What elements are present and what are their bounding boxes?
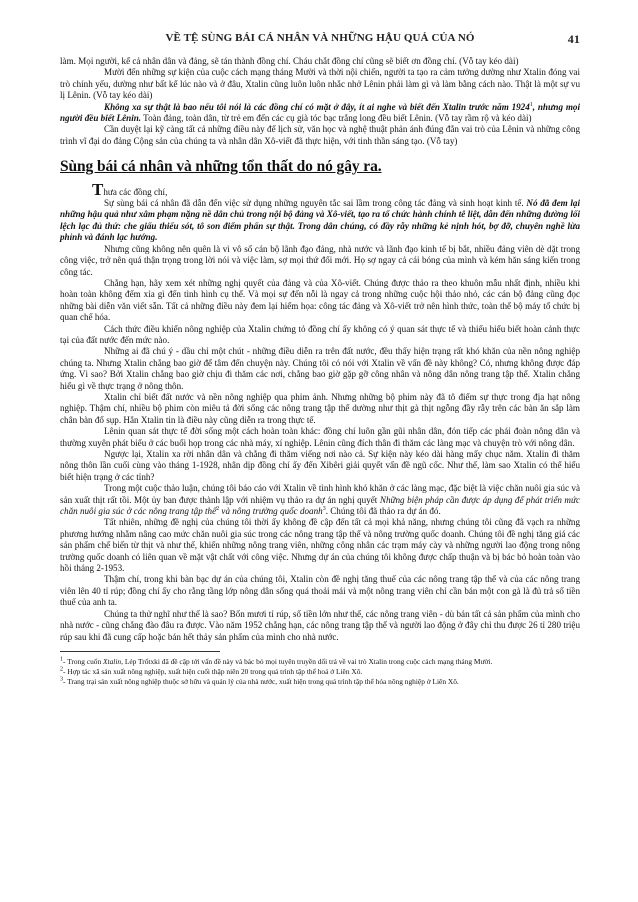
section-title: Sùng bái cá nhân và những tổn thất do nó gây ra.: [60, 158, 382, 176]
paragraph-with-italic: [60, 483, 580, 517]
paragraph-text: Sự sùng bái cá nhân đã dẫn đến việc sử dụng những nguyên tắc sai lầm trong công tác đảng và sinh hoạt kinh tế.: [104, 198, 527, 209]
paragraph-text: Trong một cuộc thảo luận, chúng tôi báo cáo với Xtalin về tình hình khó khăn ở các làng mạc, đặc biệt là việc chăn nuôi gia súc và sản xuất thịt rất tồi. Một ủy ban được thành lập với nhiệm vụ thảo ra dự án nghị quyết: [60, 483, 580, 505]
page-number: 41: [567, 32, 580, 46]
footnote: [60, 677, 580, 686]
footnote-number: 1: [60, 656, 63, 663]
paragraph: Cách thức điều khiển nông nghiệp của Xtalin chứng tỏ đồng chí ấy không có ý quan sát thực tế và thiếu hiểu biết hoàn cảnh thực tại của đất nước đến mức nào.: [60, 323, 580, 345]
paragraph: Cần duyệt lại kỹ càng tất cả những điều này để lịch sử, văn học và nghệ thuật phản ánh đúng đắn vai trò của Lênin và những công trình vĩ đại do đảng Cộng sản của chúng ta và nhân dân Xô-viết đã thực hiện, với tinh thần sáng tạo. (Vỗ tay): [60, 124, 580, 146]
paragraph: Xtalin chỉ biết đất nước và nền nông nghiệp qua phim ảnh. Nhưng những bộ phim này đã tô điểm sự thực trong địa hạt nông nghiệp. Thậm chí, nhiều bộ phim còn miêu tả đời sống các nông trang tập thể dường như thịt gà thịt ngỗng đầy rẫy trên các bàn ăn sắp làm chân bàn đổ sụp. Hẳn Xtalin tin là điều này cũng diễn ra trong thực tế.: [60, 391, 580, 425]
body-text: [60, 56, 580, 688]
paragraph: Chẳng hạn, hãy xem xét những nghị quyết của đảng và của Xô-viết. Chúng được thảo ra theo khuôn mẫu nhất định, nhiều khi hoàn toàn không đếm xỉa gì đến tình hình cụ thể. Và mọi sự đến nỗi là ngay cả trong những cuộc hội thảo nhỏ, các cán bộ đảng cũng đọc những bài diễn văn viết sẵn. Tất cả những điều này đem lại hiểm họa: công tác đảng và Xô-viết trở nên hình thức, toàn thể bộ máy tổ chức bị quan chế hóa.: [60, 277, 580, 323]
footnote-italic: Xtalin: [103, 656, 122, 666]
paragraph-text: . Chúng tôi đã thảo ra dự án đó.: [325, 506, 441, 517]
paragraph: Lênin quan sát thực tế đời sống một cách hoàn toàn khác: đồng chí luôn gần gũi nhân dân, đón tiếp các phái đoàn nông dân và thường xuyên phát biểu ở các buổi họp trong các nhà máy, xí nghiệp. Lênin cũng đích thân đi thăm các làng mạc và chuyện trò với nông dân.: [60, 426, 580, 448]
footnote-text: , Lép Trốtxki đã đề cập tới vấn đề này và bác bỏ mọi tuyên truyền dối trá về vai trò Xtalin trong cuộc cách mạng tháng Mười.: [121, 656, 493, 666]
emphasis-text: Nó đã đem lại những hậu quả như xâm phạm nặng nề dân chủ trong nội bộ đảng và Xô-viết, tạo ra tổ chức hành chính tê liệt, dẫn đến những đường lối lệch lạc đủ thứ: che giấu thiếu sót, tô son điểm phấn sự thật. Trong dân chúng, có đầy rẫy những kẻ nịnh hót, bợ đỡ, chuyên nghề lừa phỉnh và đánh lạc hướng.: [60, 198, 580, 243]
paragraph: Những ai đã chú ý - dầu chỉ một chút - những điều diễn ra trên đất nước, đều thấy hiện trạng rất khó khăn của nền nông nghiệp chúng ta. Nhưng Xtalin chẳng bao giờ để tâm đến chuyện này. Chúng tôi có nói với Xtalin về vấn đề này không? Có, nhưng không được đáp ứng. Vì sao? Bởi Xtalin chẳng bao giờ chịu đi thăm các nơi, chẳng bao giờ gặp gỡ công nhân và nông dân nông trang tập thể. Xtalin chẳng hiểu gì về thực trạng ở nông thôn.: [60, 346, 580, 391]
footnote: [60, 657, 580, 666]
paragraph: Chúng ta thử nghĩ như thế là sao? Bốn mươi tỉ rúp, số tiền lớn như thế, các nông trang viên - dù bán tất cả sản phẩm của mình cho nhà nước - cũng chẳng đào đâu ra được. Vào năm 1952 chẳng hạn, các nông trang tập thể và người lao động ở đây chỉ thu được 26 tỉ 280 triệu rúp sau khi đã cung cấp hoặc bán hết thảy sản phẩm của mình cho nhà nước.: [60, 608, 580, 642]
footnote-ref: 3: [322, 506, 326, 512]
paragraph: làm. Mọi người, kể cả nhân dân và đảng, sẽ tán thành đồng chí. Cháu chắt đồng chí cũng sẽ biết ơn đồng chí. (Vỗ tay kéo dài): [60, 56, 519, 66]
footnote-text: - Hợp tác xã sản xuất nông nghiệp, xuất hiện cuối thập niên 20 trong quá trình tập thể hoá ở Liên Xô.: [63, 667, 363, 677]
paragraph: Tất nhiên, những đề nghị của chúng tôi thời ấy không đề cập đến tất cả mọi khả năng, nhưng chúng tôi cũng đã vạch ra những phương hướng nhằm nâng cao mức chăn nuôi gia súc trong các nông trang tập thể và nông trường quốc doanh. Chúng tôi đề nghị tăng giá các sản phẩm chế biến từ thịt và như thế, khiến những nông trang viên, những công nhân các trạm máy cày và những người lao động trong nông trường quốc doanh có liên quan về mặt vật chất với công việc. Nhưng dự án của chúng tôi không được chấp thuận và bị bác bỏ hoàn toàn vào hồi tháng 2-1953.: [60, 517, 580, 574]
footnote-text: - Trong cuốn: [63, 656, 104, 666]
footnotes: [60, 657, 580, 687]
italic-text: Những biện pháp cần được áp dụng để phát triển mức chăn nuôi gia súc ở các nông trang tập thể: [60, 494, 580, 517]
footnote-number: 3: [60, 676, 63, 683]
running-header: [60, 32, 580, 44]
footnote-number: 2: [60, 666, 63, 673]
paragraph-emphasis: [60, 102, 580, 125]
emphasis-text: , nhưng mọi người đều biết Lênin.: [60, 101, 580, 124]
header-title: VỀ TỆ SÙNG BÁI CÁ NHÂN VÀ NHỮNG HẬU QUẢ CỦA NÓ: [165, 32, 475, 44]
paragraph-emphasis: [60, 198, 580, 244]
paragraph: Ngược lại, Xtalin xa rời nhân dân và chẳng đi thăm viếng nơi nào cả. Sự kiện này kéo dài hàng mấy chục năm. Xtalin đi thăm nông thôn lần cuối cùng vào tháng 1-1928, nhân dịp đồng chí ấy đến Xibêri giải quyết vấn đề ngũ cốc. Như thế, làm sao Xtalin có thể hiểu biết hiện trạng ở các tỉnh?: [60, 449, 580, 482]
drop-cap: T: [92, 179, 104, 199]
italic-text: và nông trường quốc doanh: [219, 506, 323, 517]
salutation: [60, 179, 580, 199]
footnote-ref: 1: [529, 101, 533, 108]
paragraph: Thậm chí, trong khi bàn bạc dự án của chúng tôi, Xtalin còn đề nghị tăng thuế của các nông trang tập thể và của các nông trang viên lên 40 tỉ rúp; đồng chí ấy cho rằng tầng lớp nông dân sống quá thoải mái và một nông trang viên chỉ cần bán một con gà là đủ trả số tiền thuế của anh ta.: [60, 574, 580, 608]
footnote-text: - Trang trại sản xuất nông nghiệp thuộc sở hữu và quản lý của nhà nước, xuất hiện trong quá trình tập thể hóa nông nghiệp ở Liên Xô.: [63, 677, 459, 687]
paragraph: Mười đến những sự kiện của cuộc cách mạng tháng Mười và thời nội chiến, người ta tạo ra cảm tưởng dường như Xtalin đóng vai trò chính yếu, dường như bất kể lúc nào và ở đâu, Xtalin cũng luôn luôn nhắc nhở Lênin phải làm gì và làm bằng cách nào. Thật là một sự vu lị Lênin. (Vỗ tay kéo dài): [60, 67, 580, 101]
salutation-text: hưa các đồng chí,: [103, 186, 168, 197]
footnote-ref: 2: [216, 506, 220, 512]
paragraph: Nhưng cũng không nên quên là vì vô số cán bộ lãnh đạo đảng, nhà nước và lãnh đạo kinh tế bị bắt, nhiều đảng viên dè dặt trong công việc, trở nên quá thận trọng trong lời nói và việc làm, sợ mọi thứ đổi mới. Họ sợ ngay cả cái bóng của mình và kém hăn sáng kiến trong công tác.: [60, 243, 580, 277]
paragraph-text: Toàn đảng, toàn dân, từ trẻ em đến các cụ già tóc bạc trắng long đều biết Lênin. (Vỗ tay rầm rộ và kéo dài): [141, 113, 532, 124]
footnote-divider: [60, 651, 220, 652]
emphasis-text: Không xa sự thật là bao nếu tôi nói là các đồng chí có mặt ở đây, ít ai nghe và biết đến Xtalin trước năm 1924: [104, 101, 530, 112]
footnote: [60, 667, 580, 676]
